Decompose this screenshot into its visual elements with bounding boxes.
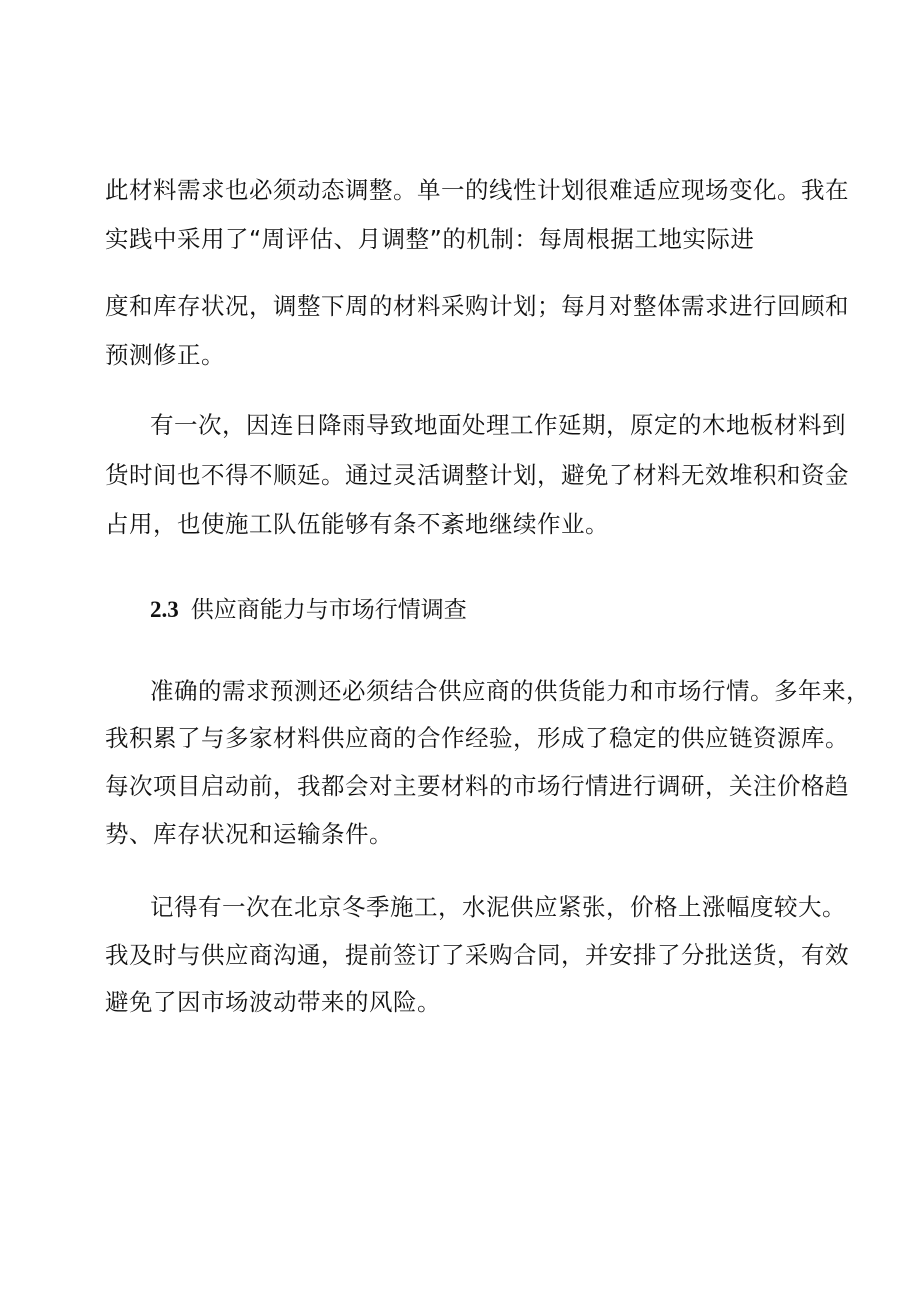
paragraph-line: 预测修正。 [105,341,225,369]
paragraph-line: 每次项目启动前，我都会对主要材料的市场行情进行调研，关注价格趋 [105,772,849,800]
paragraph-line: 有一次，因连日降雨导致地面处理工作延期，原定的木地板材料到 [150,411,846,439]
paragraph-line: 势、库存状况和运输条件。 [105,820,393,848]
paragraph-line: 我积累了与多家材料供应商的合作经验，形成了稳定的供应链资源库。 [105,724,849,752]
section-number: 2.3 [150,597,179,622]
paragraph-line: 此材料需求也必须动态调整。单一的线性计划很难适应现场变化。我在 [105,176,849,204]
paragraph-line: 实践中采用了“周评估、月调整”的机制：每周根据工地实际进 [105,225,755,253]
paragraph-line: 度和库存状况，调整下周的材料采购计划；每月对整体需求进行回顾和 [105,292,849,320]
paragraph-line: 准确的需求预测还必须结合供应商的供货能力和市场行情。多年来， [150,677,870,705]
paragraph-line: 我及时与供应商沟通，提前签订了采购合同，并安排了分批送货，有效 [105,941,849,969]
paragraph-line: 货时间也不得不顺延。通过灵活调整计划，避免了材料无效堆积和资金 [105,461,849,489]
section-heading [150,594,467,626]
paragraph-line: 避免了因市场波动带来的风险。 [105,988,441,1016]
section-title: 供应商能力与市场行情调查 [190,597,467,623]
paragraph-line: 占用，也使施工队伍能够有条不紊地继续作业。 [105,510,609,538]
paragraph-line: 记得有一次在北京冬季施工，水泥供应紧张，价格上涨幅度较大。 [150,893,846,921]
